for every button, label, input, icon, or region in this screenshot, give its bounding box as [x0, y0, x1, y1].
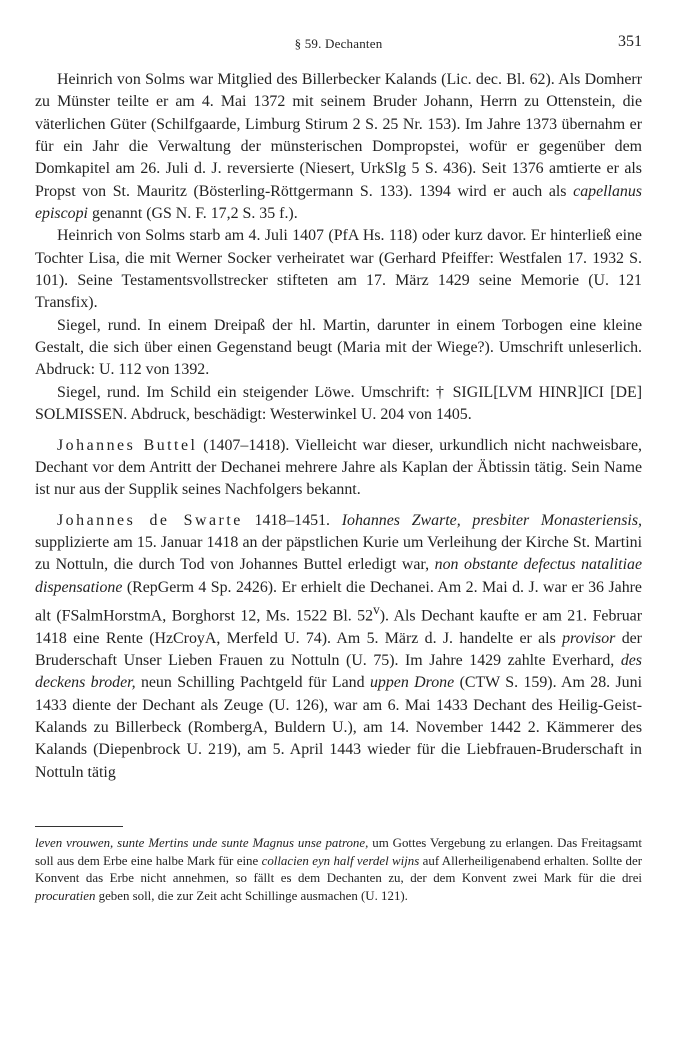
page-number: 351: [618, 33, 642, 50]
main-text: [35, 69, 642, 784]
footnote-rule: [35, 826, 123, 827]
paragraph-seal-1: Siegel, rund. In einem Dreipaß der hl. Martin, darunter in einem Torbogen eine kleine Gestalt, die sich über einen Gegenstand beugt (Maria mit der Wiege?). Umschrift unleserlich. Abdruck: U. 112 von 1392.: [35, 316, 642, 379]
running-head: § 59. Dechanten: [294, 36, 383, 51]
entry-name: Johannes Buttel: [57, 436, 198, 454]
entry-name: Johannes de Swarte: [57, 511, 243, 529]
footnote: leven vrouwen, sunte Mertins unde sunte Magnus unse patrone, um Gottes Vergebung zu erlangen. Das Freitagsamt soll aus dem Erbe eine halbe Mark für eine collacien eyn half verdel wijns auf Allerheiligenabend erhalten. Sollte der Konvent das Erbe nicht annehmen, so fällt es dem Dechanten zu, der dem Konvent zwei Mark für die drei procuratien geben soll, die zur Zeit acht Schillinge ausmachen (U. 121).: [35, 836, 642, 903]
paragraph-solms-career: Heinrich von Solms war Mitglied des Billerbecker Kalands (Lic. dec. Bl. 62). Als Domherr zu Münster teilte er am 4. Mai 1372 mit seinem Bruder Johann, Herrn zu Ottenstein, die väterlichen Güter (Schilfgaarde, Limburg Stirum 2 S. 25 Nr. 153). Im Jahre 1373 übernahm er für ein Jahr die Verwaltung der münsterischen Dompropstei, wofür er gegenüber dem Domkapitel am 26. Juli d. J. reversierte (Niesert, UrkSlg 5 S. 436). Seit 1376 amtierte er als Propst von St. Mauritz (Bösterling-Röttgermann S. 133). 1394 wird er auch als capellanus episcopi genannt (GS N. F. 17,2 S. 35 f.).: [35, 71, 642, 223]
latin-term: capellanus episcopi: [35, 182, 642, 223]
paragraph-seal-2: Siegel, rund. Im Schild ein steigender Löwe. Umschrift: † SIGIL[LVM HINR]ICI [DE] SOLMISSEN. Abdruck, beschädigt: Westerwinkel U. 204 von 1405.: [35, 383, 642, 424]
paragraph-solms-death: Heinrich von Solms starb am 4. Juli 1407 (PfA Hs. 118) oder kurz davor. Er hinterließ eine Tochter Lisa, die mit Werner Socker verheiratet war (Gerhard Pfeiffer: Westfalen 17. 1932 S. 101). Seine Testamentsvollstrecker stifteten am 17. März 1429 seine Memorie (U. 121 Transfix).: [35, 227, 642, 312]
entry-johannes-de-swarte: Johannes de Swarte 1418–1451. Iohannes Zwarte, presbiter Monasteriensis, supplizierte am 15. Januar 1418 an der päpstlichen Kurie um Verleihung der Kirche St. Martini zu Nottuln, die durch Tod von Johannes Buttel erledigt war, non obstante defectus natalitiae dispensatione (RepGerm 4 Sp. 2426). Er erhielt die Dechanei. Am 2. Mai d. J. war er 36 Jahre alt (FSalmHorstmA, Borghorst 12, Ms. 1522 Bl. 52$^v$). Als Dechant kaufte er am 21. Februar 1418 eine Rente (HzCroyA, Merfeld U. 74). Am 5. März d. J. handelte er als provisor der Bruderschaft Unser Lieben Frauen zu Nottuln (U. 75). Im Jahre 1429 zahlte Everhard, des deckens broder, neun Schilling Pachtgeld für Land uppen Drone (CTW S. 159). Am 28. Juni 1433 diente der Dechant als Zeuge (U. 126), war am 6. Mai 1433 Dechant des Heilig-Geist-Kalands zu Billerbeck (RombergA, Buldern U.), am 14. November 1442 2. Kämmerer des Kalands (Diepenbrock U. 219), am 5. April 1443 wieder für die Liebfrauen-Bruderschaft in Nottuln tätig: [35, 511, 643, 781]
page-header: [35, 33, 642, 56]
entry-johannes-buttel: Johannes Buttel (1407–1418). Vielleicht war dieser, urkundlich nicht nachweisbare, Dechant vor dem Antritt der Dechanei mehrere Jahre als Kaplan der Äbtissin tätig. Sein Name ist nur aus der Supplik seines Nachfolgers bekannt.: [35, 436, 642, 499]
